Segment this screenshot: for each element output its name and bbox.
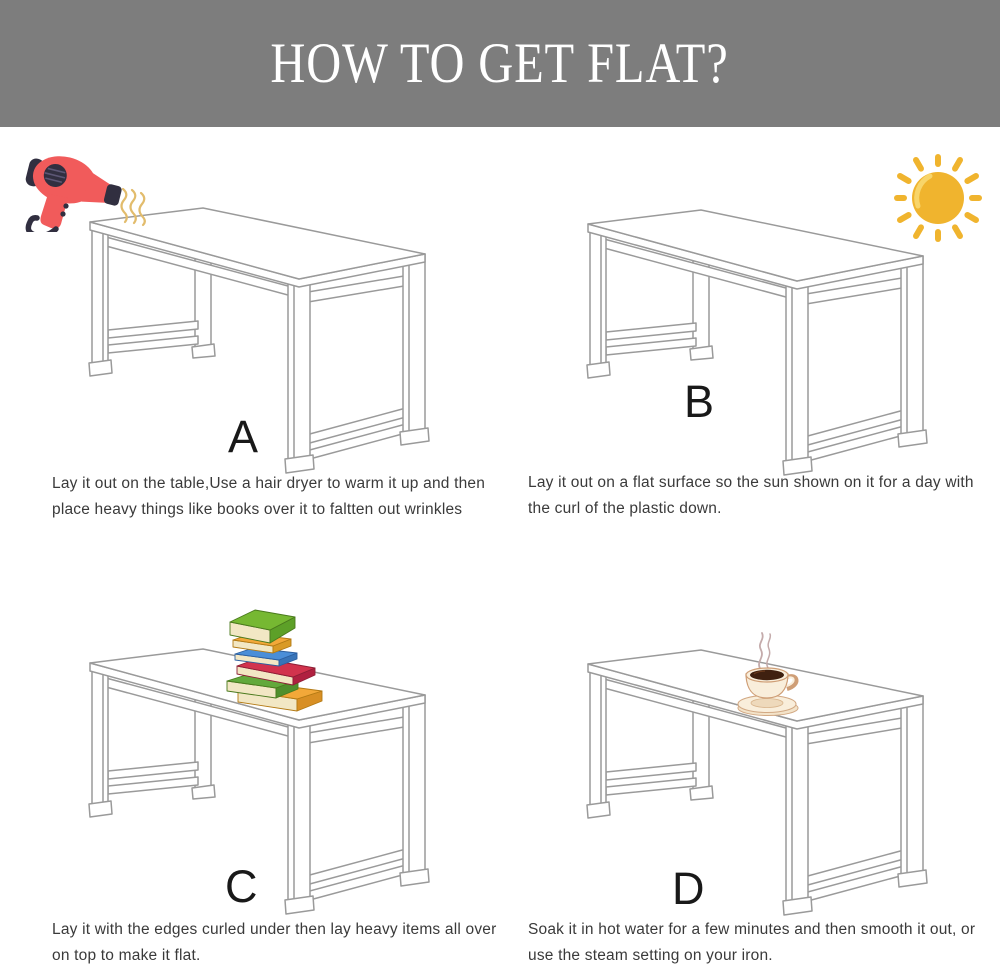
steam-icon (759, 633, 770, 670)
caption-line: on top to make it flat. (52, 947, 201, 964)
heat-waves-icon (122, 189, 145, 225)
hair-dryer-icon (10, 152, 150, 232)
sun-icon (888, 148, 988, 248)
step-caption-a (52, 471, 485, 523)
caption-line: Lay it out on a flat surface so the sun shown on it for a day with (528, 474, 974, 491)
step-label-c: C (225, 861, 258, 912)
step-caption-b (528, 470, 974, 522)
books-stack-icon (215, 598, 340, 716)
title-banner (0, 0, 1000, 127)
caption-line: Lay it with the edges curled under then lay heavy items all over (52, 921, 497, 938)
page-title: HOW TO GET FLAT? (270, 32, 730, 95)
step-label-a: A (228, 411, 259, 462)
step-label-d: D (672, 863, 705, 914)
caption-line: Lay it out on the table,Use a hair dryer to warm it up and then (52, 475, 486, 492)
caption-line: place heavy things like books over it to faltten out wrinkles (52, 501, 463, 518)
coffee-cup-icon (720, 628, 820, 723)
step-caption-c (52, 917, 496, 969)
caption-line: use the steam setting on your iron. (528, 947, 773, 964)
caption-line: Soak it in hot water for a few minutes and then smooth it out, or (528, 921, 976, 938)
caption-line: the curl of the plastic down. (528, 500, 722, 517)
step-caption-d (528, 917, 975, 969)
step-label-b: B (684, 376, 715, 427)
table-drawing-a (50, 195, 470, 475)
